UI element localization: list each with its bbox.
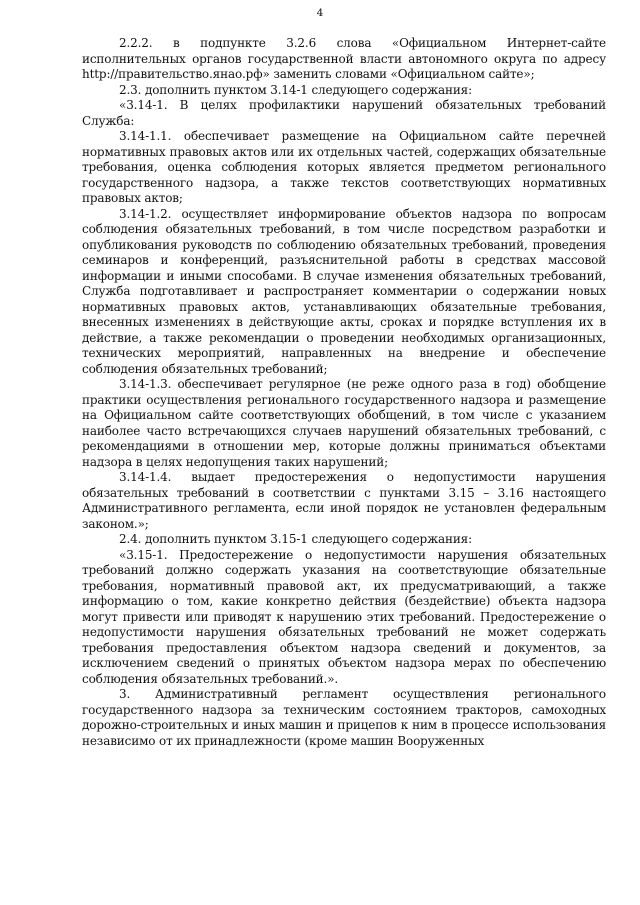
document-body xyxy=(82,36,606,749)
paragraph-2-2-2: 2.2.2. в подпункте 3.2.6 слова «Официальном Интернет-сайте исполнительных органов государственной власти автономного округа по адресу http://правительство.янао.рф» заменить словами «Официальном сайте»; xyxy=(82,36,606,81)
paragraph-3-15-1: «3.15-1. Предостережение о недопустимости нарушения обязательных требований должно содержать указания на соответствующие обязательные требования, нормативный правовой акт, их предусматривающий, а также информацию о том, какие конкретно действия (бездействие) объекта надзора могут привести или приводят к нарушению этих требований. Предостережение о недопустимости нарушения обязательных требований не может содержать требования предоставления объектом надзора сведений и документов, за исключением сведений о принятых объектом надзора мерах по обеспечению соблюдения обязательных требований.». xyxy=(82,547,606,686)
paragraph-3-14-1-2: 3.14-1.2. осуществляет информирование объектов надзора по вопросам соблюдения обязательных требований, в том числе посредством разработки и опубликования руководств по соблюдению обязательных требований, проведения семинаров и конференций, разъяснительной работы в средствах массовой информации и иными способами. В случае изменения обязательных требований, Служба подготавливает и распространяет комментарии о содержании новых нормативных правовых актов, устанавливающих обязательные требования, внесенных изменениях в действующие акты, сроках и порядке вступления их в действие, а также рекомендации о проведении необходимых организационных, технических мероприятий, направленных на внедрение и обеспечение соблюдения обязательных требований; xyxy=(82,206,606,376)
paragraph-3-14-1-3: 3.14-1.3. обеспечивает регулярное (не реже одного раза в год) обобщение практики осуществления регионального государственного надзора и размещение на Официальном сайте соответствующих обобщений, в том числе с указанием наиболее часто встречающихся случаев нарушений обязательных требований, с рекомендациями в отношении мер, которые должны приниматься объектами надзора в целях недопущения таких нарушений; xyxy=(82,377,606,469)
paragraph-2-3: 2.3. дополнить пунктом 3.14-1 следующего содержания: xyxy=(119,82,472,97)
paragraph-3-14-1-4: 3.14-1.4. выдает предостережения о недопустимости нарушения обязательных требований в соответствии с пунктами 3.15 – 3.16 настоящего Административного регламента, если иной порядок не установлен федеральным законом.»; xyxy=(82,470,606,531)
paragraph-3-14-1: «3.14-1. В целях профилактики нарушений обязательных требований Служба: xyxy=(82,98,606,128)
paragraph-3-14-1-1: 3.14-1.1. обеспечивает размещение на Официальном сайте перечней нормативных правовых актов или их отдельных частей, содержащих обязательные требования, оценка соблюдения которых является предметом регионального государственного надзора, а также текстов соответствующих нормативных правовых актов; xyxy=(82,129,606,205)
page-number: 4 xyxy=(316,7,324,19)
paragraph-2-4: 2.4. дополнить пунктом 3.15-1 следующего содержания: xyxy=(119,532,472,546)
paragraph-3: 3. Административный регламент осуществления регионального государственного надзора за техническим состоянием тракторов, самоходных дорожно-строительных и иных машин и прицепов к ним в процессе использования независимо от их принадлежности (кроме машин Вооруженных xyxy=(82,687,606,748)
